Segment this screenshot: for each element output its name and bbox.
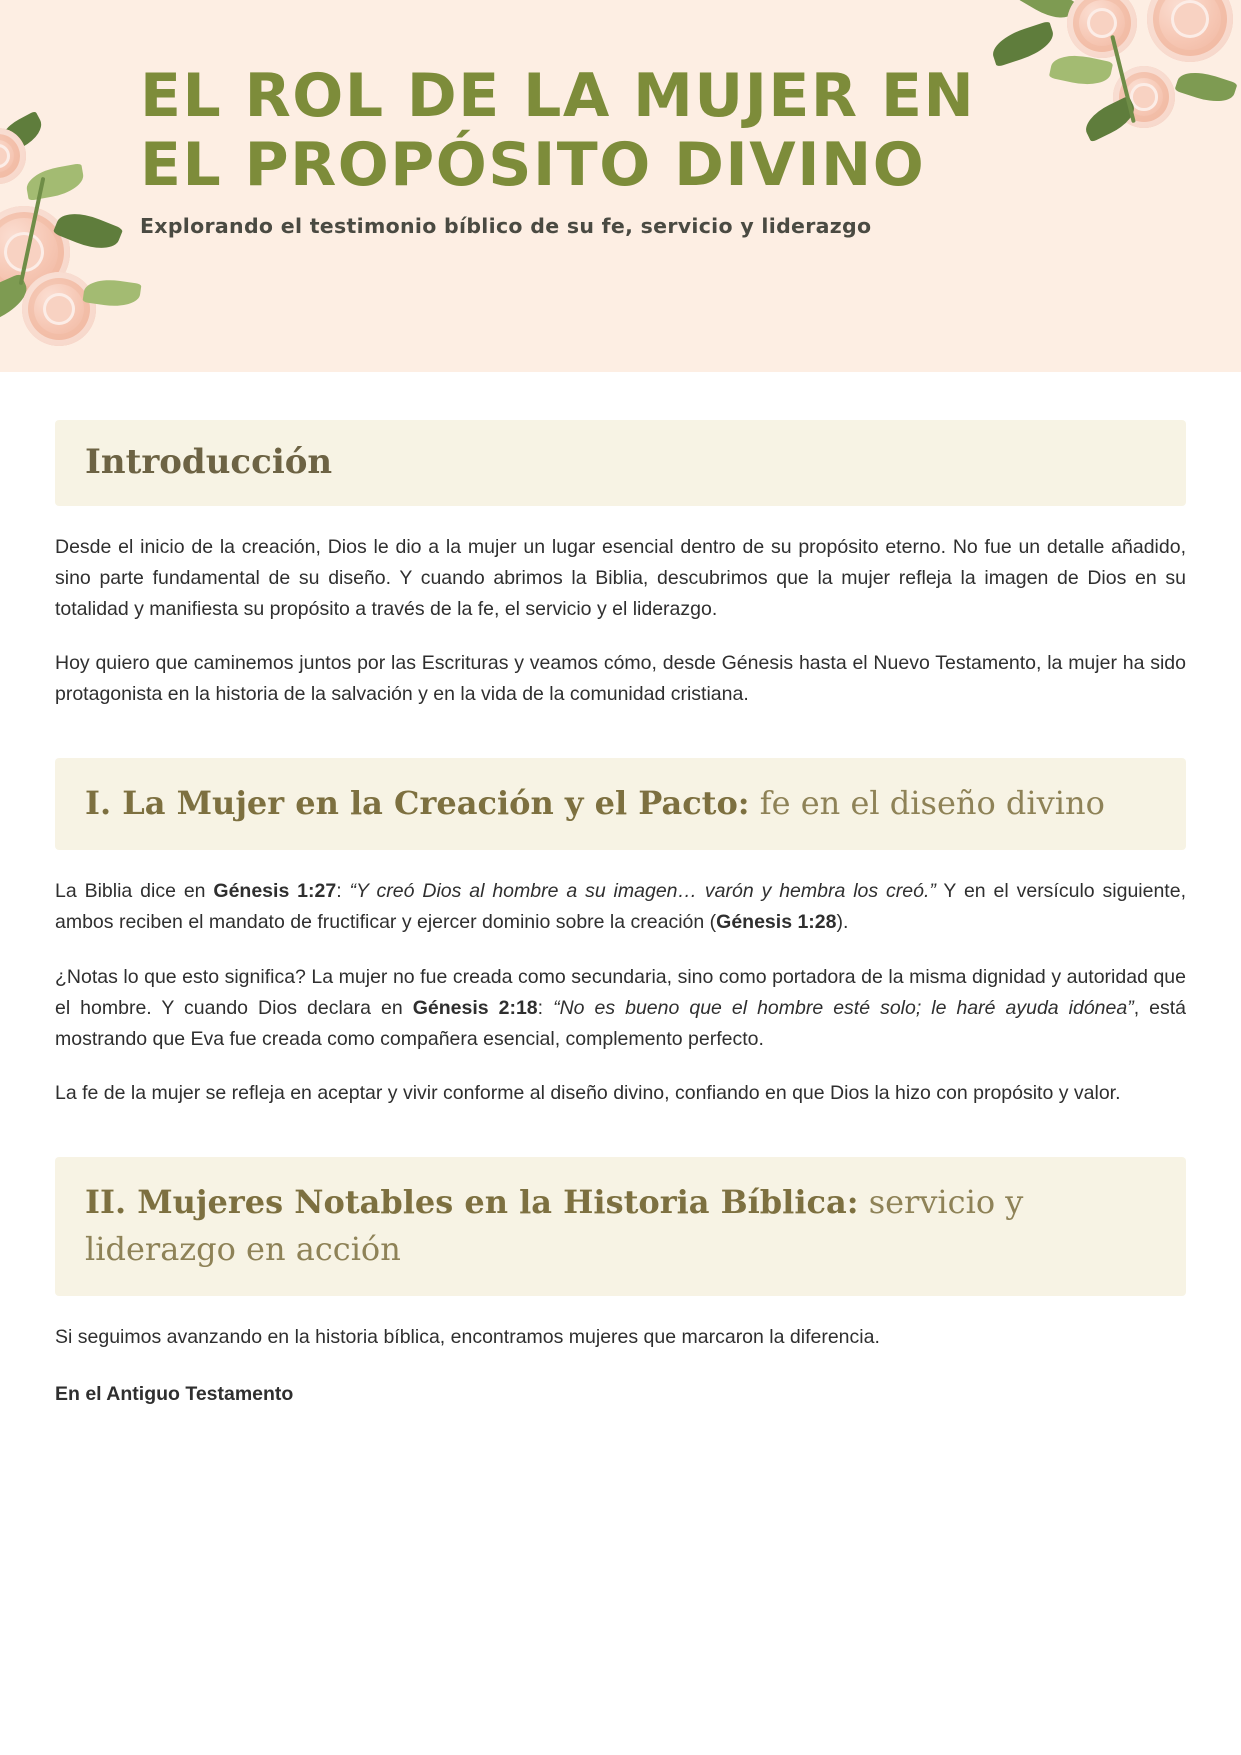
section-heading-dos-light: servicio y liderazgo en acción (85, 1183, 1024, 1268)
section-heading-uno-bold: I. La Mujer en la Creación y el Pacto: (85, 783, 750, 822)
document-body (0, 420, 1241, 1406)
paragraph-uno-3: La fe de la mujer se refleja en aceptar y vivir conforme al diseño divino, confiando en que Dios la hizo con propósito y valor. (55, 1082, 1121, 1105)
document-header-banner (0, 0, 1241, 372)
paragraph-intro-2: Hoy quiero que caminemos juntos por las Escrituras y veamos cómo, desde Génesis hasta el Nuevo Testamento, la mujer ha sido protagonista en la historia de la salvación y en la vida de la comunidad cristiana. (55, 652, 1186, 706)
section-heading-band-introduccion (55, 420, 1186, 506)
section-heading-dos (85, 1179, 1156, 1272)
paragraph-dos-1: Si seguimos avanzando en la historia bíblica, encontramos mujeres que marcaron la diferencia. (55, 1325, 880, 1348)
paragraph-uno-2: ¿Notas lo que esto significa? La mujer no fue creada como secundaria, sino como portadora de la misma dignidad y autoridad que el hombre. Y cuando Dios declara en Génesis 2:18: “No es bueno que el hombre esté solo; le haré ayuda idónea”, está mostrando que Eva fue creada como compañera esencial, complemento perfecto. (55, 965, 1186, 1050)
section-heading-band-dos (55, 1157, 1186, 1296)
page-subtitle: Explorando el testimonio bíblico de su fe, servicio y liderazgo (140, 214, 872, 238)
section-heading-introduccion: Introducción (85, 442, 333, 482)
section-heading-uno (85, 780, 1156, 826)
page-title: EL ROL DE LA MUJER EN EL PROPÓSITO DIVINO (140, 61, 976, 200)
subheading-antiguo-testamento: En el Antiguo Testamento (55, 1382, 294, 1405)
section-heading-uno-light: fe en el diseño divino (759, 783, 1105, 822)
section-heading-dos-bold: II. Mujeres Notables en la Historia Bíblica: (85, 1183, 859, 1222)
paragraph-uno-1: La Biblia dice en Génesis 1:27: “Y creó Dios al hombre a su imagen… varón y hembra los creó.” Y en el versículo siguiente, ambos reciben el mandato de fructificar y ejercer dominio sobre la creación (Génesis 1:28). (55, 880, 1186, 934)
paragraph-intro-1: Desde el inicio de la creación, Dios le dio a la mujer un lugar esencial dentro de su propósito eterno. No fue un detalle añadido, sino parte fundamental de su diseño. Y cuando abrimos la Biblia, descubrimos que la mujer refleja la imagen de Dios en su totalidad y manifiesta su propósito a través de la fe, el servicio y el liderazgo. (55, 536, 1186, 620)
section-heading-band-uno (55, 758, 1186, 850)
